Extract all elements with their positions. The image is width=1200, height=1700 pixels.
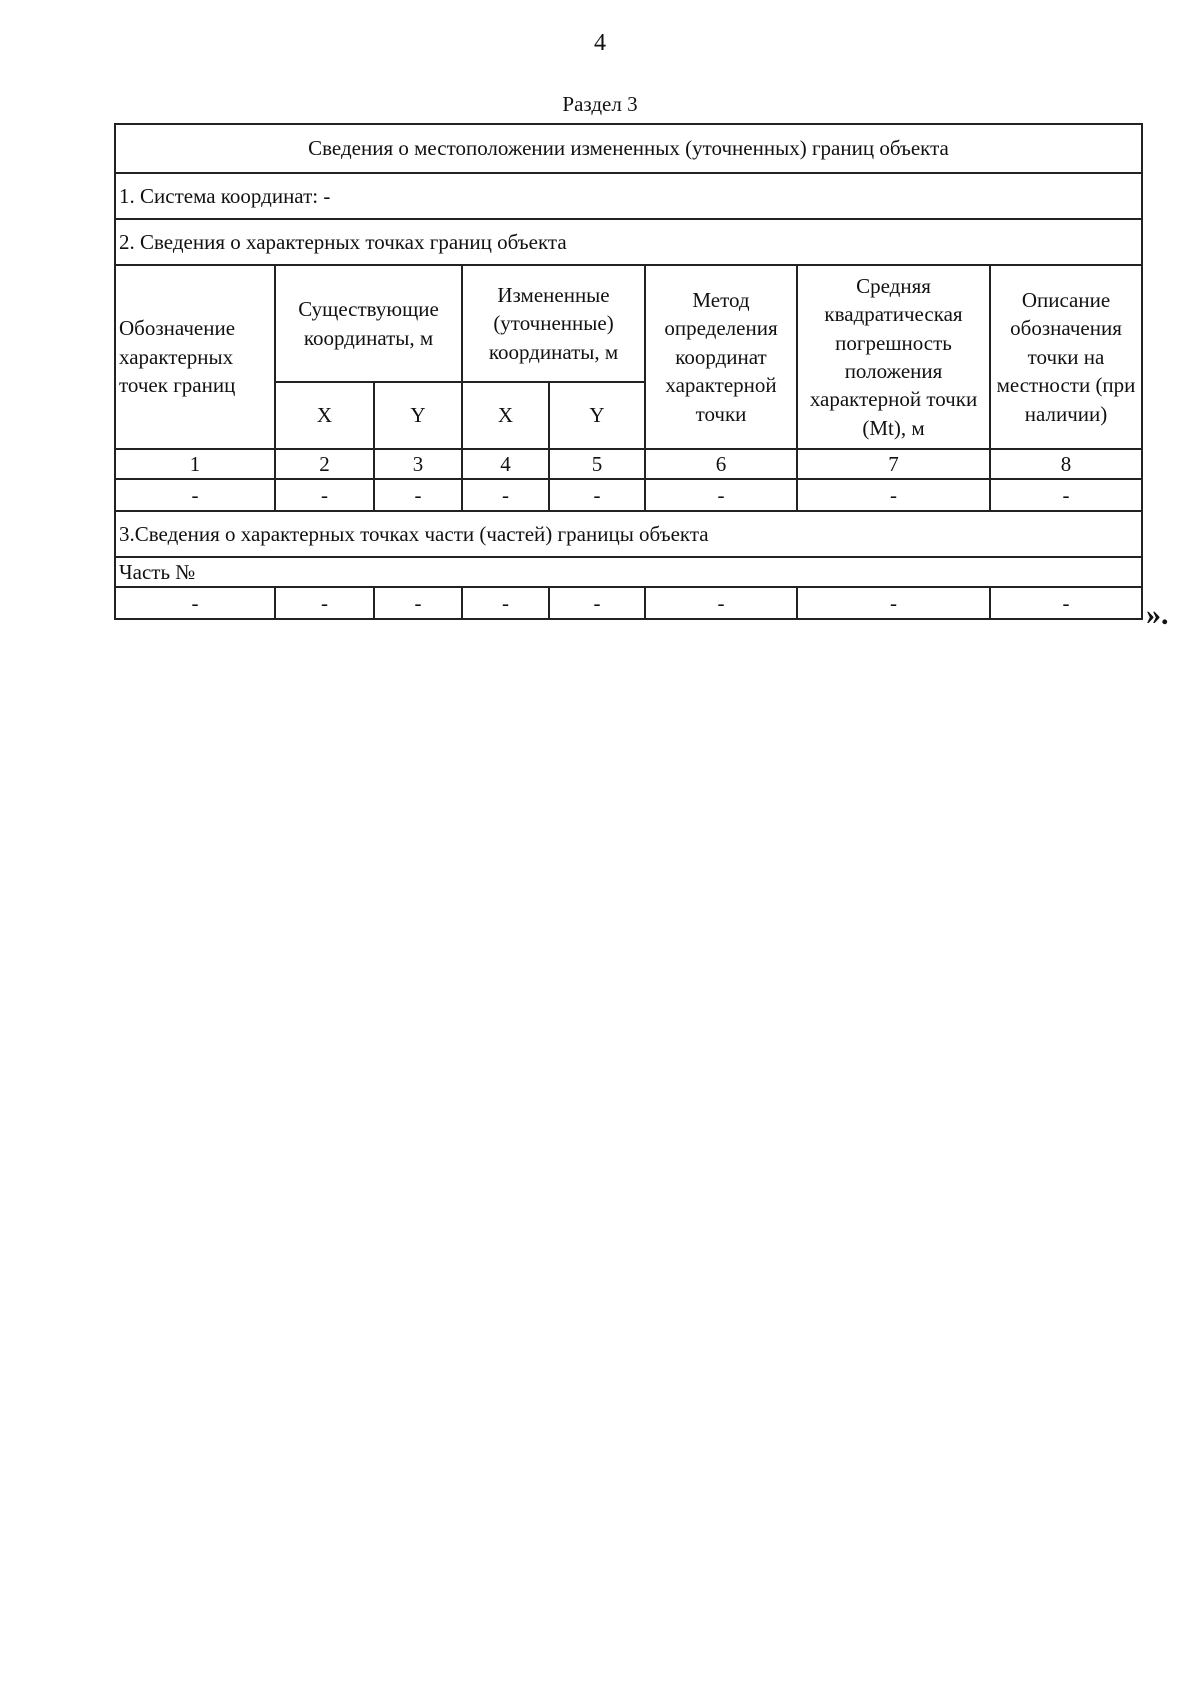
column-number: 6 bbox=[645, 449, 797, 479]
table-cell: - bbox=[990, 587, 1142, 619]
boundary-points-table bbox=[114, 123, 1143, 620]
table-cell: - bbox=[374, 587, 462, 619]
table-cell: - bbox=[115, 479, 275, 511]
table-cell: - bbox=[275, 587, 374, 619]
table-row bbox=[115, 587, 1142, 619]
table-cell: - bbox=[374, 479, 462, 511]
column-number: 4 bbox=[462, 449, 549, 479]
page-number: 4 bbox=[594, 30, 606, 56]
table-cell: - bbox=[549, 479, 645, 511]
parts-heading-row: 3.Сведения о характерных точках части (частей) границы объекта bbox=[115, 511, 1142, 557]
table-cell: - bbox=[275, 479, 374, 511]
header-designation: Обозначение характерных точек границ bbox=[115, 265, 275, 449]
table-cell: - bbox=[797, 479, 990, 511]
header-description: Описание обозначения точки на местности (при наличии) bbox=[990, 265, 1142, 449]
table-cell: - bbox=[462, 479, 549, 511]
header-existing-coords: Существующие координаты, м bbox=[275, 265, 462, 382]
table-cell: - bbox=[462, 587, 549, 619]
header-existing-y: Y bbox=[374, 382, 462, 449]
section-title: Раздел 3 bbox=[562, 92, 638, 116]
coord-system-row: 1. Система координат: - bbox=[115, 173, 1142, 219]
table-title: Сведения о местоположении измененных (уточненных) границ объекта bbox=[115, 124, 1142, 173]
header-method: Метод определения координат характерной точки bbox=[645, 265, 797, 449]
table-cell: - bbox=[990, 479, 1142, 511]
table-cell: - bbox=[645, 587, 797, 619]
part-label-row: Часть № bbox=[115, 557, 1142, 587]
column-number: 2 bbox=[275, 449, 374, 479]
column-number: 8 bbox=[990, 449, 1142, 479]
header-changed-y: Y bbox=[549, 382, 645, 449]
table-cell: - bbox=[549, 587, 645, 619]
header-existing-x: X bbox=[275, 382, 374, 449]
table-cell: - bbox=[645, 479, 797, 511]
column-number: 3 bbox=[374, 449, 462, 479]
closing-quote: ». bbox=[1146, 598, 1169, 631]
column-number-row bbox=[115, 449, 1142, 479]
header-changed-coords: Измененные (уточненные) координаты, м bbox=[462, 265, 645, 382]
points-heading-row: 2. Сведения о характерных точках границ объекта bbox=[115, 219, 1142, 265]
table-cell: - bbox=[797, 587, 990, 619]
column-number: 1 bbox=[115, 449, 275, 479]
table-cell: - bbox=[115, 587, 275, 619]
column-number: 5 bbox=[549, 449, 645, 479]
header-error: Средняя квадратическая погрешность положения характерной точки (Mt), м bbox=[797, 265, 990, 449]
header-changed-x: X bbox=[462, 382, 549, 449]
column-number: 7 bbox=[797, 449, 990, 479]
table-row bbox=[115, 479, 1142, 511]
